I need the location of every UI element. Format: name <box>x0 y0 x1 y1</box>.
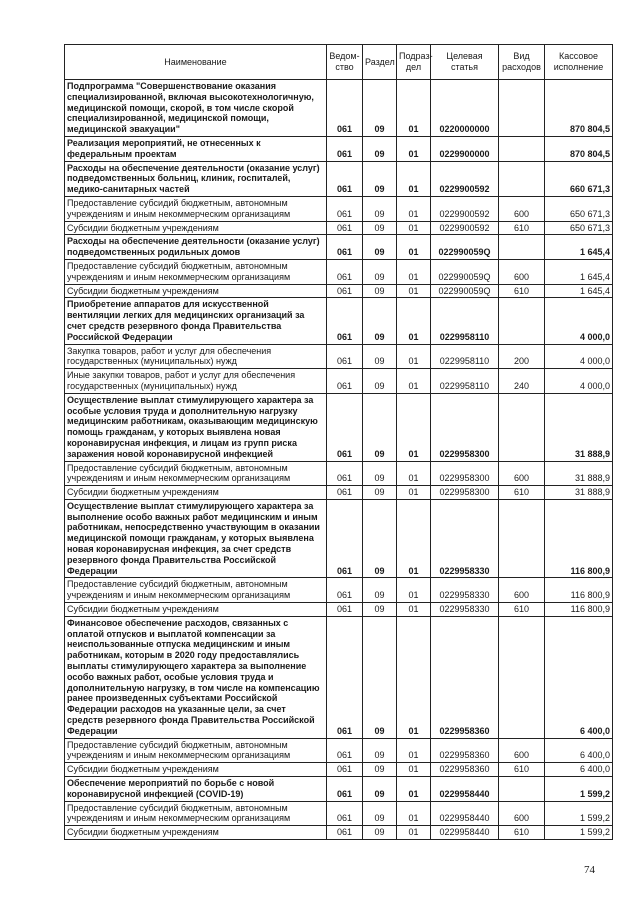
table-row <box>65 499 613 578</box>
row-razdel-cell: 09 <box>363 603 397 617</box>
row-sum-cell: 31 888,9 <box>545 461 613 486</box>
row-sum-cell: 870 804,5 <box>545 136 613 161</box>
table-row <box>65 826 613 840</box>
row-podrazdel-cell: 01 <box>397 777 431 802</box>
budget-table <box>64 44 613 840</box>
row-vid-cell: 600 <box>499 259 545 284</box>
table-row <box>65 298 613 344</box>
header-vid: Вид расходов <box>499 45 545 80</box>
row-podrazdel-cell: 01 <box>397 284 431 298</box>
table-row <box>65 235 613 260</box>
row-name-cell: Предоставление субсидий бюджетным, автономным учреждениям и иным некоммерческим организациям <box>65 196 327 221</box>
row-podrazdel-cell: 01 <box>397 161 431 196</box>
row-ved-cell: 061 <box>327 196 363 221</box>
row-podrazdel-cell: 01 <box>397 461 431 486</box>
table-row <box>65 738 613 763</box>
row-name-cell: Закупка товаров, работ и услуг для обеспечения государственных (муниципальных) нужд <box>65 344 327 369</box>
table-row <box>65 616 613 738</box>
row-razdel-cell: 09 <box>363 221 397 235</box>
row-ved-cell: 061 <box>327 777 363 802</box>
table-header-row <box>65 45 613 80</box>
row-vid-cell: 600 <box>499 461 545 486</box>
row-target-cell: 0229958360 <box>431 738 499 763</box>
row-razdel-cell: 09 <box>363 298 397 344</box>
row-sum-cell: 116 800,9 <box>545 499 613 578</box>
row-podrazdel-cell: 01 <box>397 763 431 777</box>
row-name-cell: Предоставление субсидий бюджетным, автономным учреждениям и иным некоммерческим организациям <box>65 461 327 486</box>
row-ved-cell: 061 <box>327 603 363 617</box>
row-vid-cell <box>499 616 545 738</box>
table-row <box>65 196 613 221</box>
row-sum-cell: 1 645,4 <box>545 259 613 284</box>
row-razdel-cell: 09 <box>363 161 397 196</box>
row-target-cell: 0229900592 <box>431 221 499 235</box>
row-ved-cell: 061 <box>327 298 363 344</box>
row-podrazdel-cell: 01 <box>397 80 431 137</box>
row-name-cell: Расходы на обеспечение деятельности (оказание услуг) подведомственных больниц, клиник, госпиталей, медико-санитарных частей <box>65 161 327 196</box>
row-target-cell: 0229958440 <box>431 801 499 826</box>
row-target-cell: 0229958440 <box>431 826 499 840</box>
row-vid-cell: 610 <box>499 284 545 298</box>
row-vid-cell: 600 <box>499 801 545 826</box>
row-name-cell: Иные закупки товаров, работ и услуг для обеспечения государственных (муниципальных) нужд <box>65 369 327 394</box>
row-razdel-cell: 09 <box>363 196 397 221</box>
row-target-cell: 0229900592 <box>431 161 499 196</box>
row-sum-cell: 650 671,3 <box>545 221 613 235</box>
row-name-cell: Подпрограмма "Совершенствование оказания специализированной, включая высокотехнологичную, медицинской помощи, скорой, в том числе скорой специализированной, медицинской помощи, медицинской эвакуации" <box>65 80 327 137</box>
row-target-cell: 0229958110 <box>431 344 499 369</box>
row-sum-cell: 4 000,0 <box>545 298 613 344</box>
row-name-cell: Финансовое обеспечение расходов, связанных с оплатой отпусков и выплатой компенсации за неиспользованные отпуска медицинским и иным работникам, которым в 2020 году предоставлялись выплаты стимулирующего характера за выполнение особо важных работ, особые условия труда и дополнительную нагрузку, в том числе на компенсацию ранее произведенных субъектами Российской Федерации расходов на указанные цели, за счет средств резервного фонда Правительства Российской Федерации <box>65 616 327 738</box>
row-ved-cell: 061 <box>327 136 363 161</box>
row-vid-cell: 610 <box>499 221 545 235</box>
row-ved-cell: 061 <box>327 826 363 840</box>
row-vid-cell: 610 <box>499 603 545 617</box>
row-podrazdel-cell: 01 <box>397 196 431 221</box>
table-body <box>65 80 613 840</box>
row-target-cell: 0229958300 <box>431 393 499 461</box>
table-row <box>65 284 613 298</box>
row-razdel-cell: 09 <box>363 616 397 738</box>
row-razdel-cell: 09 <box>363 801 397 826</box>
row-name-cell: Осуществление выплат стимулирующего характера за выполнение особо важных работ медицинским и иным работникам, непосредственно участвующим в оказании медицинской помощи гражданам, у которых выявлена новая коронавирусная инфекция, за счет средств резервного фонда Правительства Российской Федерации <box>65 499 327 578</box>
row-ved-cell: 061 <box>327 235 363 260</box>
table-row <box>65 393 613 461</box>
row-vid-cell: 600 <box>499 738 545 763</box>
row-razdel-cell: 09 <box>363 393 397 461</box>
table-row <box>65 369 613 394</box>
row-podrazdel-cell: 01 <box>397 578 431 603</box>
table-row <box>65 136 613 161</box>
row-target-cell: 0229900592 <box>431 196 499 221</box>
row-razdel-cell: 09 <box>363 738 397 763</box>
table-row <box>65 603 613 617</box>
row-target-cell: 0229958300 <box>431 486 499 500</box>
row-sum-cell: 6 400,0 <box>545 763 613 777</box>
row-target-cell: 022990059Q <box>431 284 499 298</box>
table-row <box>65 461 613 486</box>
table-row <box>65 486 613 500</box>
table-row <box>65 344 613 369</box>
row-sum-cell: 6 400,0 <box>545 616 613 738</box>
row-podrazdel-cell: 01 <box>397 801 431 826</box>
row-razdel-cell: 09 <box>363 486 397 500</box>
row-sum-cell: 31 888,9 <box>545 393 613 461</box>
header-podrazdel: Подраз-дел <box>397 45 431 80</box>
row-name-cell: Предоставление субсидий бюджетным, автономным учреждениям и иным некоммерческим организациям <box>65 578 327 603</box>
row-target-cell: 0220000000 <box>431 80 499 137</box>
row-ved-cell: 061 <box>327 344 363 369</box>
row-podrazdel-cell: 01 <box>397 221 431 235</box>
row-sum-cell: 650 671,3 <box>545 196 613 221</box>
row-name-cell: Субсидии бюджетным учреждениям <box>65 486 327 500</box>
row-razdel-cell: 09 <box>363 344 397 369</box>
row-vid-cell: 610 <box>499 486 545 500</box>
row-vid-cell <box>499 161 545 196</box>
row-target-cell: 0229958300 <box>431 461 499 486</box>
row-ved-cell: 061 <box>327 461 363 486</box>
header-ved: Ведом-ство <box>327 45 363 80</box>
row-sum-cell: 1 599,2 <box>545 801 613 826</box>
row-vid-cell <box>499 136 545 161</box>
row-vid-cell: 610 <box>499 763 545 777</box>
row-ved-cell: 061 <box>327 80 363 137</box>
row-podrazdel-cell: 01 <box>397 486 431 500</box>
header-target: Целевая статья <box>431 45 499 80</box>
row-sum-cell: 1 645,4 <box>545 284 613 298</box>
row-vid-cell <box>499 298 545 344</box>
row-podrazdel-cell: 01 <box>397 499 431 578</box>
table-row <box>65 777 613 802</box>
row-ved-cell: 061 <box>327 221 363 235</box>
row-name-cell: Субсидии бюджетным учреждениям <box>65 603 327 617</box>
row-ved-cell: 061 <box>327 738 363 763</box>
row-ved-cell: 061 <box>327 393 363 461</box>
row-sum-cell: 870 804,5 <box>545 80 613 137</box>
row-name-cell: Приобретение аппаратов для искусственной вентиляции легких для медицинских организаций за счет средств резервного фонда Правительства Российской Федерации <box>65 298 327 344</box>
row-podrazdel-cell: 01 <box>397 616 431 738</box>
row-sum-cell: 1 599,2 <box>545 826 613 840</box>
row-razdel-cell: 09 <box>363 578 397 603</box>
row-vid-cell <box>499 235 545 260</box>
row-target-cell: 0229958330 <box>431 603 499 617</box>
row-vid-cell: 600 <box>499 578 545 603</box>
row-razdel-cell: 09 <box>363 499 397 578</box>
row-ved-cell: 061 <box>327 284 363 298</box>
row-name-cell: Предоставление субсидий бюджетным, автономным учреждениям и иным некоммерческим организациям <box>65 801 327 826</box>
row-podrazdel-cell: 01 <box>397 136 431 161</box>
row-sum-cell: 1 599,2 <box>545 777 613 802</box>
row-razdel-cell: 09 <box>363 235 397 260</box>
row-podrazdel-cell: 01 <box>397 738 431 763</box>
row-sum-cell: 4 000,0 <box>545 344 613 369</box>
header-kass: Кассовое исполнение <box>545 45 613 80</box>
row-sum-cell: 1 645,4 <box>545 235 613 260</box>
row-sum-cell: 660 671,3 <box>545 161 613 196</box>
row-vid-cell <box>499 80 545 137</box>
row-razdel-cell: 09 <box>363 763 397 777</box>
row-target-cell: 022990059Q <box>431 235 499 260</box>
table-row <box>65 801 613 826</box>
row-podrazdel-cell: 01 <box>397 369 431 394</box>
row-podrazdel-cell: 01 <box>397 826 431 840</box>
row-ved-cell: 061 <box>327 499 363 578</box>
header-razdel: Раздел <box>363 45 397 80</box>
row-name-cell: Обеспечение мероприятий по борьбе с новой коронавирусной инфекцией (COVID-19) <box>65 777 327 802</box>
row-podrazdel-cell: 01 <box>397 393 431 461</box>
row-vid-cell <box>499 777 545 802</box>
row-target-cell: 0229958360 <box>431 763 499 777</box>
table-row <box>65 259 613 284</box>
table-row <box>65 578 613 603</box>
row-vid-cell: 200 <box>499 344 545 369</box>
row-target-cell: 0229900000 <box>431 136 499 161</box>
row-vid-cell <box>499 499 545 578</box>
row-name-cell: Субсидии бюджетным учреждениям <box>65 221 327 235</box>
row-razdel-cell: 09 <box>363 80 397 137</box>
row-ved-cell: 061 <box>327 486 363 500</box>
row-podrazdel-cell: 01 <box>397 259 431 284</box>
row-podrazdel-cell: 01 <box>397 603 431 617</box>
row-target-cell: 0229958330 <box>431 578 499 603</box>
row-ved-cell: 061 <box>327 161 363 196</box>
row-name-cell: Реализация мероприятий, не отнесенных к федеральным проектам <box>65 136 327 161</box>
header-name: Наименование <box>65 45 327 80</box>
row-target-cell: 0229958110 <box>431 298 499 344</box>
row-target-cell: 0229958330 <box>431 499 499 578</box>
row-sum-cell: 6 400,0 <box>545 738 613 763</box>
row-podrazdel-cell: 01 <box>397 298 431 344</box>
budget-table-sheet <box>64 44 612 840</box>
table-row <box>65 161 613 196</box>
row-ved-cell: 061 <box>327 259 363 284</box>
row-podrazdel-cell: 01 <box>397 235 431 260</box>
row-name-cell: Предоставление субсидий бюджетным, автономным учреждениям и иным некоммерческим организациям <box>65 738 327 763</box>
table-row <box>65 80 613 137</box>
row-name-cell: Субсидии бюджетным учреждениям <box>65 826 327 840</box>
page-number: 74 <box>584 864 595 876</box>
row-target-cell: 022990059Q <box>431 259 499 284</box>
row-razdel-cell: 09 <box>363 777 397 802</box>
table-row <box>65 763 613 777</box>
row-podrazdel-cell: 01 <box>397 344 431 369</box>
row-sum-cell: 116 800,9 <box>545 603 613 617</box>
row-ved-cell: 061 <box>327 763 363 777</box>
row-razdel-cell: 09 <box>363 284 397 298</box>
row-target-cell: 0229958110 <box>431 369 499 394</box>
row-vid-cell: 610 <box>499 826 545 840</box>
row-name-cell: Субсидии бюджетным учреждениям <box>65 763 327 777</box>
row-vid-cell: 600 <box>499 196 545 221</box>
row-razdel-cell: 09 <box>363 826 397 840</box>
row-sum-cell: 116 800,9 <box>545 578 613 603</box>
row-ved-cell: 061 <box>327 801 363 826</box>
row-sum-cell: 4 000,0 <box>545 369 613 394</box>
row-name-cell: Расходы на обеспечение деятельности (оказание услуг) подведомственных родильных домов <box>65 235 327 260</box>
row-razdel-cell: 09 <box>363 136 397 161</box>
row-razdel-cell: 09 <box>363 369 397 394</box>
row-sum-cell: 31 888,9 <box>545 486 613 500</box>
row-vid-cell <box>499 393 545 461</box>
table-row <box>65 221 613 235</box>
row-name-cell: Субсидии бюджетным учреждениям <box>65 284 327 298</box>
row-target-cell: 0229958440 <box>431 777 499 802</box>
row-vid-cell: 240 <box>499 369 545 394</box>
row-ved-cell: 061 <box>327 578 363 603</box>
row-name-cell: Предоставление субсидий бюджетным, автономным учреждениям и иным некоммерческим организациям <box>65 259 327 284</box>
row-ved-cell: 061 <box>327 616 363 738</box>
row-razdel-cell: 09 <box>363 259 397 284</box>
row-target-cell: 0229958360 <box>431 616 499 738</box>
row-name-cell: Осуществление выплат стимулирующего характера за особые условия труда и дополнительную нагрузку медицинским работникам, оказывающим медицинскую помощь гражданам, у которых выявлена новая коронавирусная инфекция, и лицам из групп риска заражения новой коронавирусной инфекцией <box>65 393 327 461</box>
row-razdel-cell: 09 <box>363 461 397 486</box>
row-ved-cell: 061 <box>327 369 363 394</box>
